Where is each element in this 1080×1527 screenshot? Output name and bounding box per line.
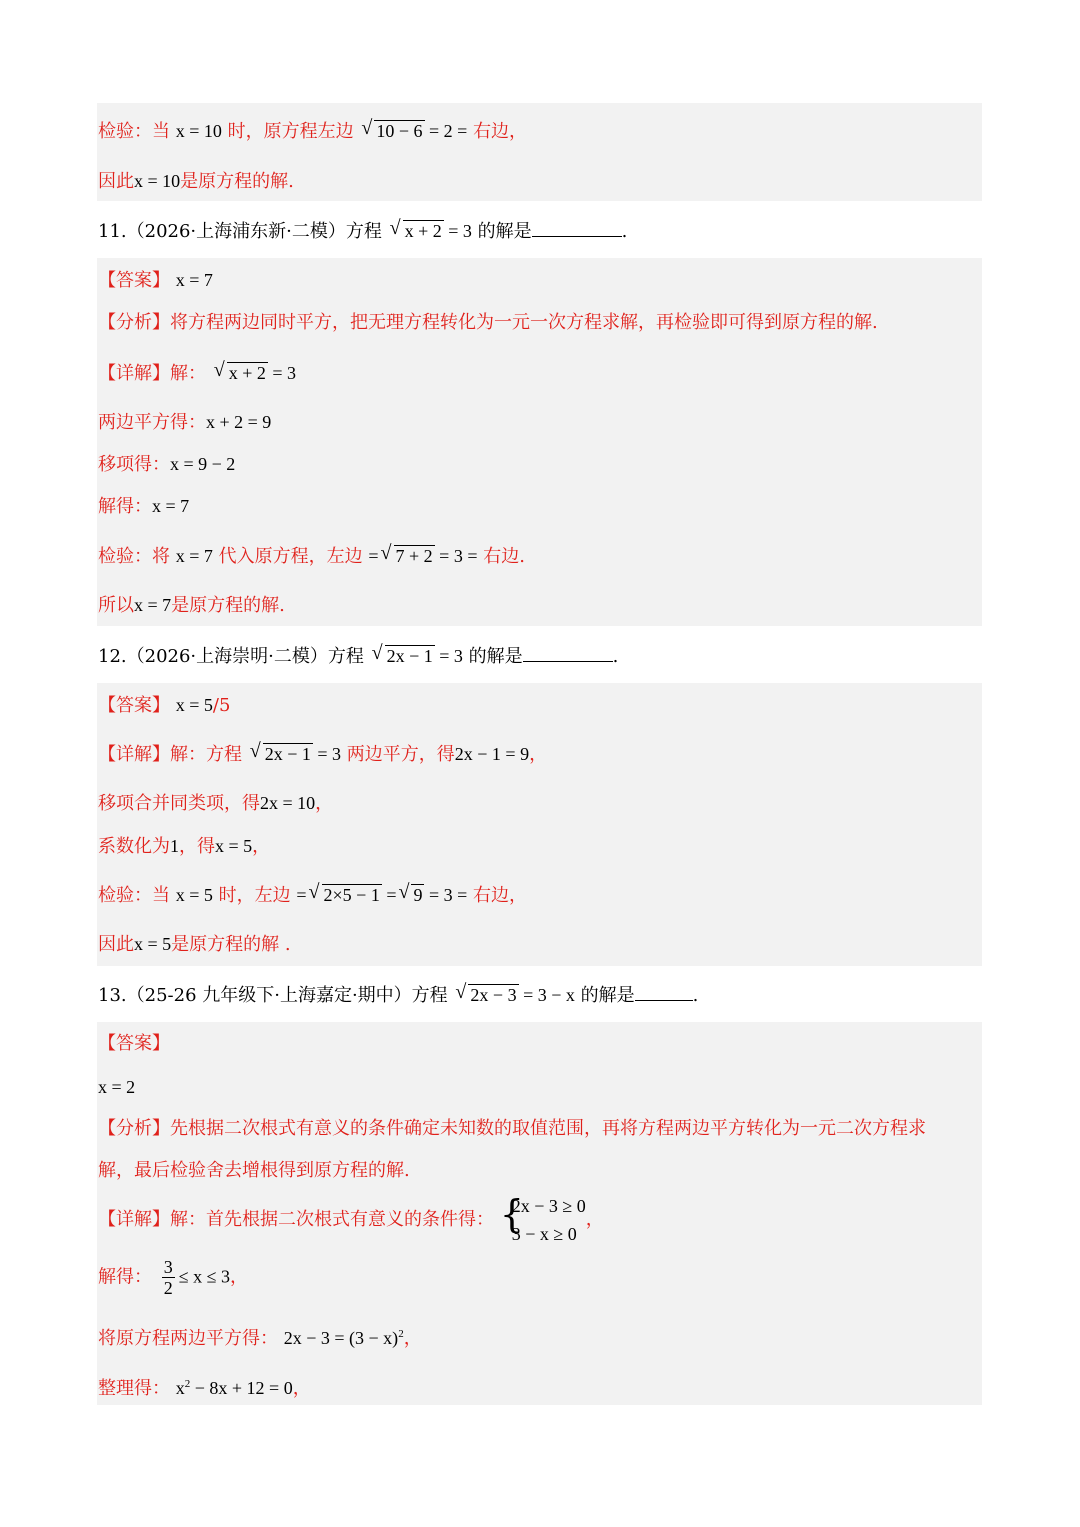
p10-conclusion: 因此x = 10是原方程的解. — [98, 171, 294, 192]
a13-detail: 【详解】解：首先根据二次根式有意义的条件得： { 2x − 3 ≥ 0 3 − x ≥ 0 ， — [98, 1192, 604, 1248]
a13-answer-tag: 【答案】 — [98, 1033, 170, 1054]
question-11: 11.（2026·上海浦东新·二模）方程 √ x + 2 = 3 的解是 . — [98, 217, 628, 242]
inequality-system: { 2x − 3 ≥ 0 3 − x ≥ 0 — [499, 1192, 586, 1244]
a11-answer: 【答案】 x = 7 — [98, 270, 213, 291]
a12-step2: 系数化为1，得x = 5， — [98, 836, 271, 857]
a12-answer: 【答案】 x = 5/5 — [98, 695, 231, 716]
a13-step3: 整理得： $x^2 - 8x + 12 = 0$， — [98, 1378, 311, 1399]
a12-step1: 移项合并同类项，得2x = 10， — [98, 793, 334, 814]
answer-box-12 — [97, 683, 982, 966]
a11-detail: 【详解】解： √ x + 2 = 3 — [98, 359, 297, 384]
fraction: $\frac{3}{2}$ — [163, 1257, 173, 1298]
p10-check-line: 检验：当 x = 10 时，原方程左边 √ 10 − 6 = 2 = 右边， — [98, 117, 528, 142]
a11-check: 检验：将 x = 7 代入原方程，左边 = √ 7 + 2 = 3 = 右边. — [98, 542, 525, 567]
a13-step1: 解得： $\frac{3}{2}$ ≤ x ≤ 3， — [98, 1257, 248, 1298]
question-12: 12.（2026·上海崇明·二模）方程 √ 2x − 1 = 3 的解是 . — [98, 642, 619, 667]
answer-blank-12 — [523, 643, 613, 662]
a12-conclusion: 因此x = 5是原方程的解 . — [98, 934, 291, 955]
a11-analysis: 【分析】将方程两边同时平方，把无理方程转化为一元一次方程求解，再检验即可得到原方程的解. — [98, 312, 878, 333]
a11-step1: 两边平方得：x + 2 = 9 — [98, 412, 272, 433]
a11-step3: 解得：x = 7 — [98, 496, 190, 517]
answer-blank-13 — [635, 982, 693, 1001]
a12-check: 检验：当 x = 5 时，左边 = √ 2×5 − 1 = √ 9 = 3 = 右边， — [98, 881, 528, 906]
a13-analysis-1: 【分析】先根据二次根式有意义的条件确定未知数的取值范围，再将方程两边平方转化为一元二次方程求 — [98, 1118, 926, 1139]
a11-conclusion: 所以x = 7是原方程的解. — [98, 595, 285, 616]
a13-answer: x = 2 — [98, 1077, 136, 1097]
a11-step2: 移项得：x = 9 − 2 — [98, 454, 236, 475]
a13-analysis-2: 解，最后检验舍去增根得到原方程的解. — [98, 1160, 410, 1181]
a12-detail: 【详解】解：方程 √ 2x − 1 = 3 两边平方，得2x − 1 = 9， — [98, 740, 548, 765]
a13-step2: 将原方程两边平方得： $2x - 3 = (3 - x)^2$， — [98, 1328, 422, 1349]
answer-blank-11 — [532, 218, 622, 237]
question-13: 13.（25-26 九年级下·上海嘉定·期中）方程 √ 2x − 3 = 3 − x 的解是 . — [98, 981, 699, 1006]
